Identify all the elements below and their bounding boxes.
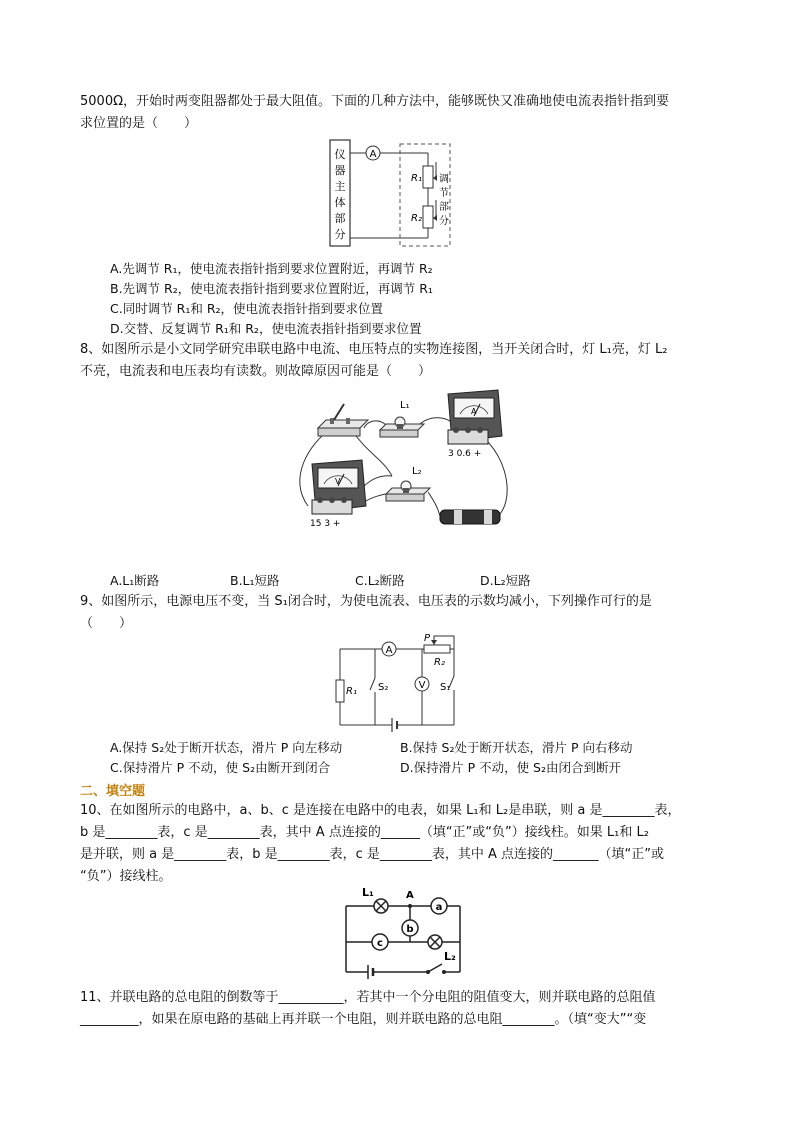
q8-stem-line1: 8、如图所示是小文同学研究串联电路中电流、电压特点的实物连接图，当开关闭合时，灯 L₁亮，灯 L₂ [80, 342, 668, 357]
q9-option-b: B.保持 S₂处于断开状态，滑片 P 向右移动 [400, 740, 633, 755]
adjust-char-1: 调 [439, 174, 449, 185]
voltmeter-label: V [418, 680, 426, 691]
lamp-l1 [380, 417, 424, 437]
main-unit-char-6: 分 [334, 228, 346, 241]
q10-stem-line2: b 是________表，c 是________表，其中 A 点连接的______（填“正”或“负”）接线柱。如果 L₁和 L₂ [80, 825, 649, 840]
r1-resistor [423, 166, 433, 188]
slider-p-label: P [424, 633, 431, 644]
q7-option-a: A.先调节 R₁，使电流表指针指到要求位置附近，再调节 R₂ [110, 261, 433, 276]
voltmeter-face-label: V [335, 477, 341, 486]
voltmeter-component [312, 460, 366, 514]
meter-c-label: c [377, 938, 383, 949]
q9-stem-line2: （ ） [80, 616, 133, 631]
point-a-label: A [406, 890, 414, 901]
q8-option-d: D.L₂短路 [480, 573, 531, 588]
r2-rheostat [424, 645, 450, 653]
q10-stem-line1: 10、在如图所示的电路中，a、b、c 是连接在电路中的电表，如果 L₁和 L₂是串联，则 a 是________表， [80, 803, 681, 818]
meter-a-label: a [435, 902, 443, 913]
adjust-char-3: 部 [439, 202, 449, 213]
l1-label: L₁ [362, 886, 374, 899]
meter-b-label: b [406, 924, 414, 935]
q7-stem-line2: 求位置的是（ ） [80, 116, 198, 131]
ammeter-face-label: A [471, 407, 477, 416]
ammeter-terminal-labels: 3 0.6 + [448, 449, 482, 459]
ammeter-label: A [385, 645, 393, 656]
q11-stem-line2: _________，如果在原电路的基础上再并联一个电阻，则并联电路的总电阻________。（填“变大”“变 [80, 1012, 647, 1027]
q8-option-a: A.L₁断路 [110, 573, 160, 588]
ammeter-component [448, 390, 502, 444]
r1-label: R₁ [411, 173, 422, 184]
voltmeter-terminal-labels: 15 3 + [310, 519, 341, 529]
main-unit-char-3: 主 [334, 180, 346, 193]
adjust-char-2: 节 [439, 188, 449, 199]
q8-stem-line2: 不亮，电流表和电压表均有读数。则故障原因可能是（ ） [80, 364, 432, 379]
main-unit-char-1: 仪 [334, 148, 346, 161]
switch-blade [428, 964, 442, 972]
main-unit-char-2: 器 [334, 164, 346, 177]
q7-option-c: C.同时调节 R₁和 R₂，使电流表指针指到要求位置 [110, 301, 384, 316]
battery-component [440, 510, 500, 524]
q8-option-c: C.L₂断路 [355, 573, 405, 588]
main-unit-char-4: 体 [334, 196, 346, 209]
r1-label: R₁ [346, 686, 357, 697]
q9-stem-line1: 9、如图所示，电源电压不变，当 S₁闭合时，为使电流表、电压表的示数均减小，下列操作可行的是 [80, 594, 652, 609]
main-unit-char-5: 部 [334, 212, 346, 225]
r1-resistor [336, 680, 344, 702]
q7-circuit-diagram [326, 138, 456, 250]
l2-label: L₂ [444, 950, 456, 963]
q11-stem-line1: 11、并联电路的总电阻的倒数等于__________，若其中一个分电阻的阻值变大，则并联电路的总阻值 [80, 990, 656, 1005]
q9-option-a: A.保持 S₂处于断开状态，滑片 P 向左移动 [110, 740, 343, 755]
r2-resistor [423, 206, 433, 228]
l1-label: L₁ [400, 400, 410, 411]
s1-label: S₁ [440, 682, 451, 693]
q9-option-c: C.保持滑片 P 不动，使 S₂由断开到闭合 [110, 760, 331, 775]
q9-circuit-diagram [330, 632, 462, 732]
q10-stem-line3: 是并联，则 a 是________表，b 是________表，c 是________表，其中 A 点连接的_______（填“正”或 [80, 847, 665, 862]
section-heading-fill-in: 二、填空题 [80, 784, 146, 799]
q8-option-b: B.L₁短路 [230, 573, 280, 588]
adjust-char-4: 分 [439, 216, 449, 227]
r2-label: R₂ [411, 213, 422, 224]
q10-stem-line4: “负”）接线柱。 [80, 869, 172, 884]
lamp-l2 [386, 481, 430, 501]
switch-component [318, 404, 368, 436]
q8-physical-circuit-diagram [288, 384, 510, 534]
q7-option-b: B.先调节 R₂，使电流表指针指到要求位置附近，再调节 R₁ [110, 281, 433, 296]
r2-label: R₂ [434, 657, 445, 668]
ammeter-label: A [369, 149, 377, 160]
q7-option-d: D.交替、反复调节 R₁和 R₂，使电流表指针指到要求位置 [110, 321, 422, 336]
q7-stem-line1: 5000Ω，开始时两变阻器都处于最大阻值。下面的几种方法中，能够既快又准确地使电流表指针指到要 [80, 94, 670, 109]
s2-label: S₂ [378, 682, 389, 693]
q10-circuit-diagram [338, 882, 468, 980]
q9-option-d: D.保持滑片 P 不动，使 S₂由闭合到断开 [400, 760, 622, 775]
l2-label: L₂ [412, 466, 422, 477]
